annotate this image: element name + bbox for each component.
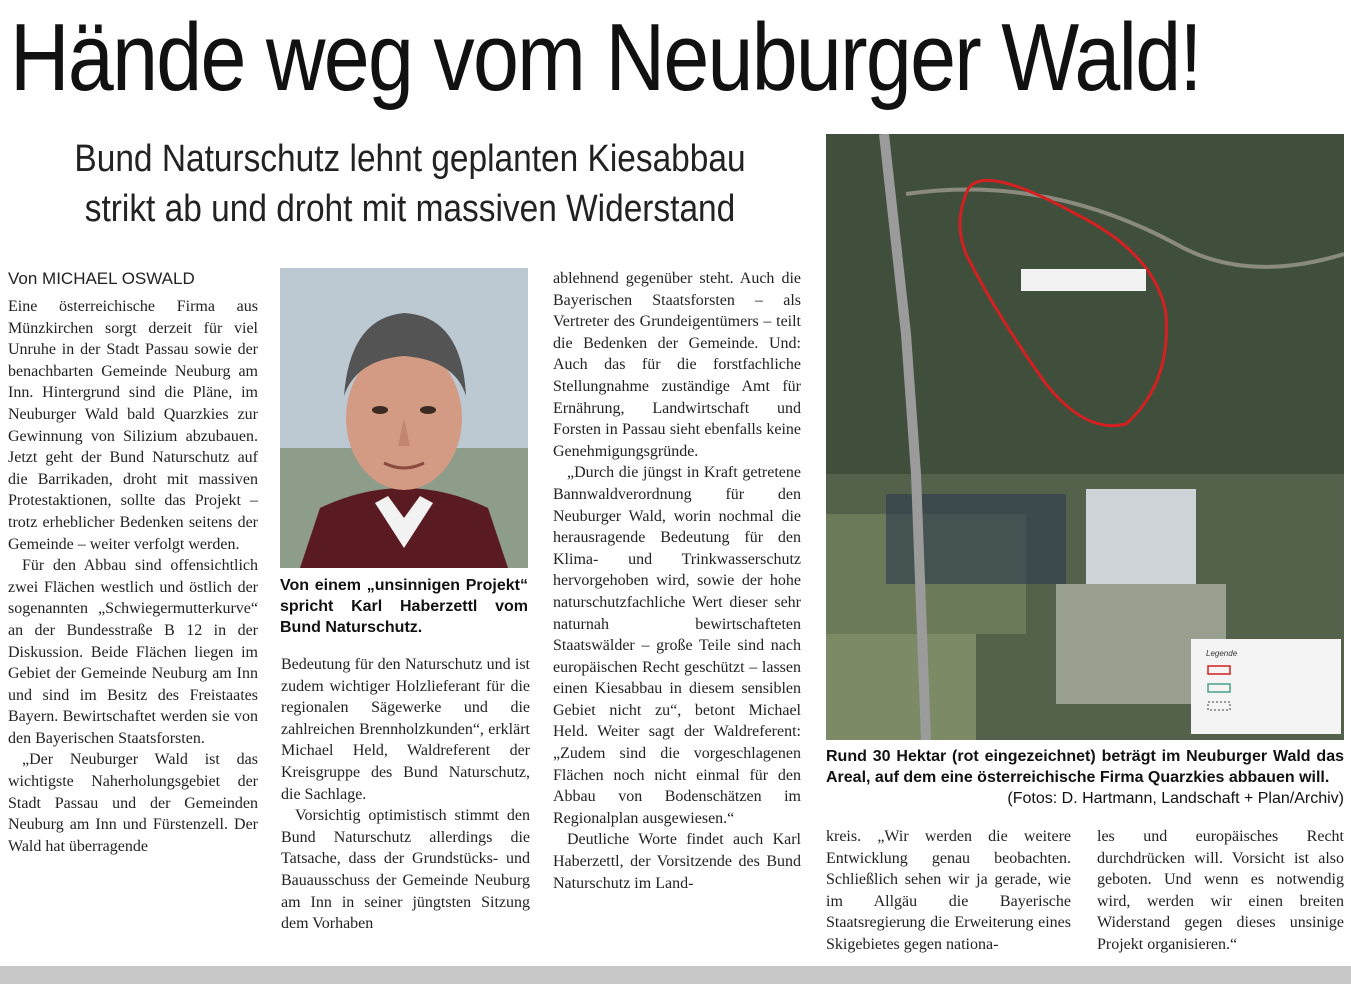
paragraph: ablehnend gegenüber steht. Auch die Bayerischen Staatsforsten – als Vertreter des Grundeigentümers – teilt die Bedenken der Gemeinde. Und: Auch das für die forstfachliche Stellungnahme zuständige Amt für Ernährung, Landwirtschaft und Forsten in Passau sieht ebenfalls keine Genehmigungsgründe. xyxy=(553,270,801,460)
portrait-illustration xyxy=(280,268,528,568)
subheadline-line-1: Bund Naturschutz lehnt geplanten Kiesabbau xyxy=(74,138,746,180)
subheadline xyxy=(10,134,810,234)
map-legend-title: Legende xyxy=(1206,649,1238,658)
paragraph: les und europäisches Recht durchdrücken will. Vorsicht ist also geboten. Und wenn es notwendig wird, werden wir einen breiten Widerstand gegen dieses unsinige Projekt organisieren.“ xyxy=(1097,828,1344,953)
subheadline-line-2: strikt ab und droht mit massiven Widerstand xyxy=(84,188,736,230)
byline: Von MICHAEL OSWALD xyxy=(8,269,195,288)
paragraph: Vorsichtig optimistisch stimmt den Bund Naturschutz allerdings die Tatsache, dass der Grundstücks- und Bauausschuss der Gemeinde Neuburg am Inn in seiner jüngtsten Sitzung dem Vorhaben xyxy=(281,807,530,933)
paragraph: kreis. „Wir werden die weitere Entwicklung genau beobachten. Schließlich sehen wir ja gerade, wie im Allgäu die Bayerische Staatsregierung die Erweiterung eines Skigebietes gegen nationa- xyxy=(826,828,1071,953)
article-column-1 xyxy=(8,268,258,857)
photo-caption: Von einem „unsinnigen Projekt“ spricht Karl Haberzettl vom Bund Naturschutz. xyxy=(280,577,528,636)
paragraph: „Durch die jüngst in Kraft getretene Bannwaldverordnung für den Neuburger Wald, worin nochmal die herausragende Bedeutung für den Klima- und Trinkwasserschutz hervorgehoben wird, sowie der hohe naturschutzfachliche Wert dieser sehr naturnah bewirtschafteten Staatswälder – große Teile sind nach europäischen Recht geschützt – lassen einen Kiesabbau in diesem sensiblen Gebiet nicht zu“, betont Michael Held. Weiter sagt der Waldreferent: „Zudem sind die vorgeschlagenen Flächen noch nicht einmal für den Abbau von Bodenschätzen im Regionalplan ausgewiesen.“ xyxy=(553,464,801,827)
paragraph: Eine österreichische Firma aus Münzkirchen sorgt derzeit für viel Unruhe in der Stadt Passau sowie der benachbarten Gemeinde Neuburg am Inn. Hintergrund sind die Pläne, im Neuburger Wald bald Quarzkies zur Gewinnung von Silizium abzubauen. Jetzt geht der Bund Naturschutz auf die Barrikaden, droht mit massiven Protestaktionen, sollte das Projekt – trotz erheblicher Bedenken seitens der Gemeinde – weiter verfolgt werden. xyxy=(8,298,258,553)
page-bottom-bar xyxy=(0,966,1351,984)
paragraph: „Der Neuburger Wald ist das wichtigste Naherholungsgebiet der Stadt Passau und der Gemeinden Neuburg am Inn und Fürstenzell. Der Wald hat überragende xyxy=(8,751,258,855)
aerial-map-illustration xyxy=(826,134,1344,740)
article-column-2 xyxy=(281,654,530,935)
portrait-photo xyxy=(280,268,528,568)
paragraph: Für den Abbau sind offensichtlich zwei Flächen westlich und östlich der sogenannten „Schwiegermutterkurve“ an der Bundesstraße B 12 in der Diskussion. Beide Flächen liegen im Gebiet der Gemeinde Neuburg am Inn und sind im Besitz des Freistaates Bayern. Bewirtschaftet werden sie von den Bayerischen Staatsforsten. xyxy=(8,557,258,747)
map-caption-text: Rund 30 Hektar (rot eingezeichnet) beträgt im Neuburger Wald das Areal, auf dem eine österreichische Firma Quarzkies abbauen will. xyxy=(826,748,1344,786)
article-column-5 xyxy=(1097,826,1344,956)
paragraph: Deutliche Worte findet auch Karl Haberzettl, der Vorsitzende des Bund Naturschutz im Land- xyxy=(553,831,801,892)
article-column-4 xyxy=(826,826,1071,956)
aerial-map xyxy=(826,134,1344,740)
paragraph: Bedeutung für den Naturschutz und ist zudem wichtiger Holzlieferant für die regionalen Sägewerke und die zahlreichen Brennholzkunden“, erklärt Michael Held, Waldreferent der Kreisgruppe des Bund Naturschutz, die Sachlage. xyxy=(281,656,530,803)
photo-credit: (Fotos: D. Hartmann, Landschaft + Plan/Archiv) xyxy=(1007,790,1344,807)
map-caption xyxy=(826,746,1344,809)
headline: Hände weg vom Neuburger Wald! xyxy=(10,4,1201,111)
article-column-3 xyxy=(553,268,801,894)
